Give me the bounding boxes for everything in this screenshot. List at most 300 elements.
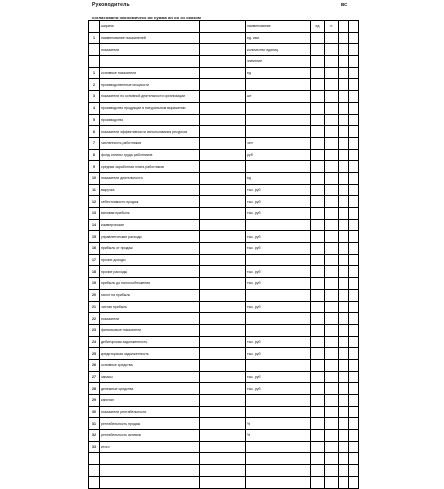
table-cell: тыс. руб	[246, 196, 311, 208]
table-cell	[200, 196, 246, 208]
table-cell	[349, 231, 359, 243]
table-cell: тыс. руб	[246, 301, 311, 313]
table-cell	[311, 219, 325, 231]
table-cell	[339, 67, 349, 79]
header-right-code: ВС	[341, 2, 348, 7]
table-cell: ширина	[100, 21, 200, 33]
table-cell	[311, 137, 325, 149]
table-cell: денежные средства	[100, 383, 200, 395]
table-cell	[339, 430, 349, 442]
table-cell: 1	[89, 67, 100, 79]
table-cell: итого	[100, 441, 200, 453]
table-cell	[325, 453, 339, 465]
table-cell	[200, 67, 246, 79]
table-cell: 13	[89, 208, 100, 220]
table-cell: показатели эффективности использования ресурсов	[100, 126, 200, 138]
table-cell	[246, 476, 311, 488]
table-cell	[89, 44, 100, 56]
table-cell	[339, 102, 349, 114]
table-cell: ед. изм.	[246, 32, 311, 44]
table-cell: 17	[89, 254, 100, 266]
table-row	[89, 219, 359, 231]
table-cell	[325, 137, 339, 149]
table-row	[89, 476, 359, 488]
table-cell	[311, 418, 325, 430]
table-cell	[311, 406, 325, 418]
table-cell	[311, 196, 325, 208]
table-cell	[311, 91, 325, 103]
table-cell	[339, 172, 349, 184]
table-cell	[325, 149, 339, 161]
table-cell: %	[246, 418, 311, 430]
table-cell	[200, 161, 246, 173]
table-row	[89, 313, 359, 325]
table-cell	[339, 243, 349, 255]
table-cell	[200, 266, 246, 278]
table-cell: п	[325, 21, 339, 33]
table-cell: 3	[89, 91, 100, 103]
table-cell: рентабельность продаж	[100, 418, 200, 430]
table-cell: показатели	[100, 44, 200, 56]
table-cell	[200, 336, 246, 348]
table-cell	[200, 114, 246, 126]
table-cell	[325, 254, 339, 266]
table-cell	[349, 453, 359, 465]
table-cell	[339, 289, 349, 301]
table-cell	[200, 313, 246, 325]
table-cell	[349, 44, 359, 56]
table-cell: прочие расходы	[100, 266, 200, 278]
table-cell: 11	[89, 184, 100, 196]
table-cell: тыс. руб	[246, 266, 311, 278]
table-cell: численность работников	[100, 137, 200, 149]
table-row	[89, 208, 359, 220]
table-cell	[325, 196, 339, 208]
table-cell	[200, 359, 246, 371]
table-row	[89, 348, 359, 360]
table-cell: основные показатели	[100, 67, 200, 79]
table-cell	[311, 243, 325, 255]
table-cell: капитал	[100, 395, 200, 407]
table-cell	[339, 465, 349, 477]
table-cell	[200, 137, 246, 149]
table-cell: запасы	[100, 371, 200, 383]
table-cell: 26	[89, 359, 100, 371]
table-cell	[89, 453, 100, 465]
table-cell	[200, 21, 246, 33]
table-cell	[311, 441, 325, 453]
table-cell: 30	[89, 406, 100, 418]
table-cell	[349, 441, 359, 453]
table-cell: финансовые показатели	[100, 324, 200, 336]
table-cell	[339, 406, 349, 418]
table-cell	[349, 476, 359, 488]
table-cell	[325, 56, 339, 68]
table-cell: руб	[246, 149, 311, 161]
table-cell	[349, 383, 359, 395]
table-cell	[200, 243, 246, 255]
table-cell: тыс. руб	[246, 231, 311, 243]
table-cell	[311, 453, 325, 465]
table-cell	[349, 32, 359, 44]
table-cell	[349, 465, 359, 477]
table-cell	[311, 161, 325, 173]
table-cell	[325, 324, 339, 336]
table-cell	[349, 114, 359, 126]
table-cell	[311, 254, 325, 266]
table-row	[89, 395, 359, 407]
table-cell	[325, 44, 339, 56]
table-cell	[325, 184, 339, 196]
table-cell	[311, 231, 325, 243]
table-cell	[325, 91, 339, 103]
table-cell	[349, 348, 359, 360]
table-cell	[339, 278, 349, 290]
table-cell	[339, 161, 349, 173]
table-cell	[349, 395, 359, 407]
table-cell	[349, 301, 359, 313]
table-cell	[349, 172, 359, 184]
table-cell: 16	[89, 243, 100, 255]
table-cell	[349, 254, 359, 266]
table-row	[89, 67, 359, 79]
table-cell	[200, 126, 246, 138]
table-cell	[100, 56, 200, 68]
table-cell: управленческие расходы	[100, 231, 200, 243]
table-cell	[200, 32, 246, 44]
table-cell: показатели деятельности	[100, 172, 200, 184]
table-cell	[349, 371, 359, 383]
table-cell	[325, 231, 339, 243]
table-cell	[349, 137, 359, 149]
table-cell: производственные мощности	[100, 79, 200, 91]
table-cell: прибыль от продаж	[100, 243, 200, 255]
table-cell: 15	[89, 231, 100, 243]
table-cell	[89, 476, 100, 488]
table-cell	[325, 348, 339, 360]
table-cell	[200, 348, 246, 360]
table-cell	[349, 149, 359, 161]
table-cell	[311, 476, 325, 488]
table-cell	[339, 196, 349, 208]
table-cell	[325, 313, 339, 325]
table-cell	[349, 161, 359, 173]
table-cell	[325, 114, 339, 126]
table-cell: производство продукции в натуральном выражении	[100, 102, 200, 114]
table-cell	[200, 219, 246, 231]
table-cell	[200, 278, 246, 290]
table-cell	[349, 406, 359, 418]
table-cell	[349, 324, 359, 336]
table-cell: 22	[89, 313, 100, 325]
table-cell: себестоимость продаж	[100, 196, 200, 208]
table-cell	[325, 465, 339, 477]
table-cell	[325, 126, 339, 138]
table-cell: чистая прибыль	[100, 301, 200, 313]
table-row	[89, 137, 359, 149]
table-cell	[339, 348, 349, 360]
table-cell: кредиторская задолженность	[100, 348, 200, 360]
table-cell	[311, 149, 325, 161]
table-cell	[339, 371, 349, 383]
table-cell: 19	[89, 278, 100, 290]
table-cell	[311, 301, 325, 313]
table-row	[89, 278, 359, 290]
table-row	[89, 406, 359, 418]
table-cell	[339, 441, 349, 453]
table-cell	[339, 336, 349, 348]
table-row	[89, 161, 359, 173]
table-cell: тыс. руб	[246, 348, 311, 360]
table-cell	[349, 266, 359, 278]
table-cell: ед	[246, 172, 311, 184]
table-row	[89, 32, 359, 44]
table-cell	[349, 91, 359, 103]
table-cell	[200, 476, 246, 488]
table-row	[89, 254, 359, 266]
table-cell: 8	[89, 149, 100, 161]
table-row	[89, 196, 359, 208]
table-cell	[89, 21, 100, 33]
table-cell: производство	[100, 114, 200, 126]
table-cell	[339, 56, 349, 68]
table-cell	[311, 336, 325, 348]
table-cell: 29	[89, 395, 100, 407]
table-cell: 21	[89, 301, 100, 313]
table-cell	[349, 418, 359, 430]
table-cell	[89, 56, 100, 68]
table-cell: ед	[311, 21, 325, 33]
table-cell	[325, 208, 339, 220]
table-cell: 6	[89, 126, 100, 138]
table-cell	[246, 406, 311, 418]
table-cell	[339, 476, 349, 488]
table-row	[89, 418, 359, 430]
table-cell	[311, 348, 325, 360]
table-cell: тыс. руб	[246, 371, 311, 383]
table-cell	[200, 102, 246, 114]
table-cell: валовая прибыль	[100, 208, 200, 220]
document-subtitle: согласовано:экономическ ии сумма ан оо оз ококом	[92, 15, 201, 20]
table-cell	[349, 278, 359, 290]
table-body	[89, 21, 359, 489]
table-cell	[339, 208, 349, 220]
table-row	[89, 114, 359, 126]
table-cell	[325, 266, 339, 278]
table-cell	[339, 44, 349, 56]
document-table	[88, 20, 359, 489]
table-cell	[339, 395, 349, 407]
table-cell	[311, 126, 325, 138]
table-cell	[200, 289, 246, 301]
table-cell	[200, 231, 246, 243]
table-cell	[339, 266, 349, 278]
table-cell	[200, 301, 246, 313]
table-cell	[311, 114, 325, 126]
table-cell	[339, 313, 349, 325]
table-cell	[349, 313, 359, 325]
table-cell: %	[246, 430, 311, 442]
table-cell: показатели рентабельности	[100, 406, 200, 418]
table-cell	[339, 184, 349, 196]
table-cell	[311, 56, 325, 68]
table-cell	[246, 441, 311, 453]
table-cell: 23	[89, 324, 100, 336]
table-cell: налог на прибыль	[100, 289, 200, 301]
table-row	[89, 430, 359, 442]
table-cell	[339, 32, 349, 44]
table-cell: 25	[89, 348, 100, 360]
table-cell	[100, 453, 200, 465]
table-cell	[339, 383, 349, 395]
table-cell	[89, 465, 100, 477]
table-cell	[339, 301, 349, 313]
table-row	[89, 289, 359, 301]
table-cell	[325, 301, 339, 313]
table-cell	[311, 371, 325, 383]
table-cell	[325, 278, 339, 290]
table-cell	[325, 371, 339, 383]
table-cell	[311, 359, 325, 371]
table-cell	[325, 172, 339, 184]
table-cell	[200, 91, 246, 103]
table-row	[89, 359, 359, 371]
table-row	[89, 301, 359, 313]
table-cell	[200, 172, 246, 184]
table-cell	[246, 359, 311, 371]
table-cell	[325, 418, 339, 430]
table-cell: коммерческие	[100, 219, 200, 231]
table-cell	[246, 395, 311, 407]
table-cell	[339, 324, 349, 336]
table-cell	[325, 102, 339, 114]
table-cell	[339, 231, 349, 243]
table-cell: наименование	[246, 21, 311, 33]
table-cell	[311, 395, 325, 407]
table-cell	[349, 67, 359, 79]
table-cell: 24	[89, 336, 100, 348]
table-cell	[200, 383, 246, 395]
table-cell: ед	[246, 67, 311, 79]
table-cell: 10	[89, 172, 100, 184]
table-cell	[349, 336, 359, 348]
table-cell: 1	[89, 32, 100, 44]
table-cell	[339, 21, 349, 33]
table-cell	[325, 336, 339, 348]
table-cell	[325, 289, 339, 301]
table-row	[89, 184, 359, 196]
table-cell	[349, 359, 359, 371]
table-cell: тыс. руб	[246, 278, 311, 290]
table-cell	[311, 79, 325, 91]
table-cell	[339, 219, 349, 231]
table-cell	[339, 79, 349, 91]
table-cell: чел	[246, 137, 311, 149]
table-row	[89, 453, 359, 465]
table-cell	[311, 313, 325, 325]
table-row	[89, 56, 359, 68]
table-row	[89, 126, 359, 138]
table-cell: средняя заработная плата работников	[100, 161, 200, 173]
table-row	[89, 324, 359, 336]
table-cell	[311, 32, 325, 44]
table-row	[89, 371, 359, 383]
table-cell	[311, 102, 325, 114]
table-cell	[349, 126, 359, 138]
table-cell	[311, 465, 325, 477]
table-cell	[325, 441, 339, 453]
table-cell	[246, 219, 311, 231]
table-cell	[325, 406, 339, 418]
table-cell	[339, 418, 349, 430]
table-cell: тыс. руб	[246, 208, 311, 220]
table-cell	[246, 289, 311, 301]
table-cell	[200, 441, 246, 453]
table-row	[89, 243, 359, 255]
table-row	[89, 79, 359, 91]
table-cell	[311, 208, 325, 220]
table-cell	[200, 395, 246, 407]
table-cell	[349, 219, 359, 231]
table-cell: наименование показателей	[100, 32, 200, 44]
table-cell	[246, 465, 311, 477]
table-cell	[349, 21, 359, 33]
table-cell	[349, 289, 359, 301]
table-cell	[200, 254, 246, 266]
table-cell: 18	[89, 266, 100, 278]
table-cell: шт	[246, 91, 311, 103]
table-cell: показатели по основной деятельности организации	[100, 91, 200, 103]
table-cell	[246, 79, 311, 91]
table-cell: 32	[89, 430, 100, 442]
table-cell	[246, 324, 311, 336]
table-cell: выручка	[100, 184, 200, 196]
table-cell: рентабельность активов	[100, 430, 200, 442]
table-cell: тыс. руб	[246, 336, 311, 348]
table-cell	[349, 243, 359, 255]
table-cell	[311, 383, 325, 395]
table-cell: основные средства	[100, 359, 200, 371]
table-cell	[339, 254, 349, 266]
table-cell	[200, 79, 246, 91]
table-cell: прочие доходы	[100, 254, 200, 266]
table-cell: 14	[89, 219, 100, 231]
table-cell: дебиторская задолженность	[100, 336, 200, 348]
table-cell: показатели	[100, 313, 200, 325]
table-cell	[325, 476, 339, 488]
table-cell	[311, 278, 325, 290]
table-cell	[325, 32, 339, 44]
table-cell: 7	[89, 137, 100, 149]
table-row	[89, 441, 359, 453]
table-cell: 5	[89, 114, 100, 126]
table-row	[89, 102, 359, 114]
table-cell: тыс. руб	[246, 243, 311, 255]
table-cell	[349, 196, 359, 208]
table-cell: 28	[89, 383, 100, 395]
table-cell	[349, 56, 359, 68]
table-cell	[325, 243, 339, 255]
table-cell	[200, 418, 246, 430]
table-cell	[200, 149, 246, 161]
table-cell	[246, 102, 311, 114]
table-cell	[311, 289, 325, 301]
table-cell: количество единиц	[246, 44, 311, 56]
table-row	[89, 91, 359, 103]
table-cell	[339, 91, 349, 103]
table-cell: 31	[89, 418, 100, 430]
table-cell	[200, 453, 246, 465]
